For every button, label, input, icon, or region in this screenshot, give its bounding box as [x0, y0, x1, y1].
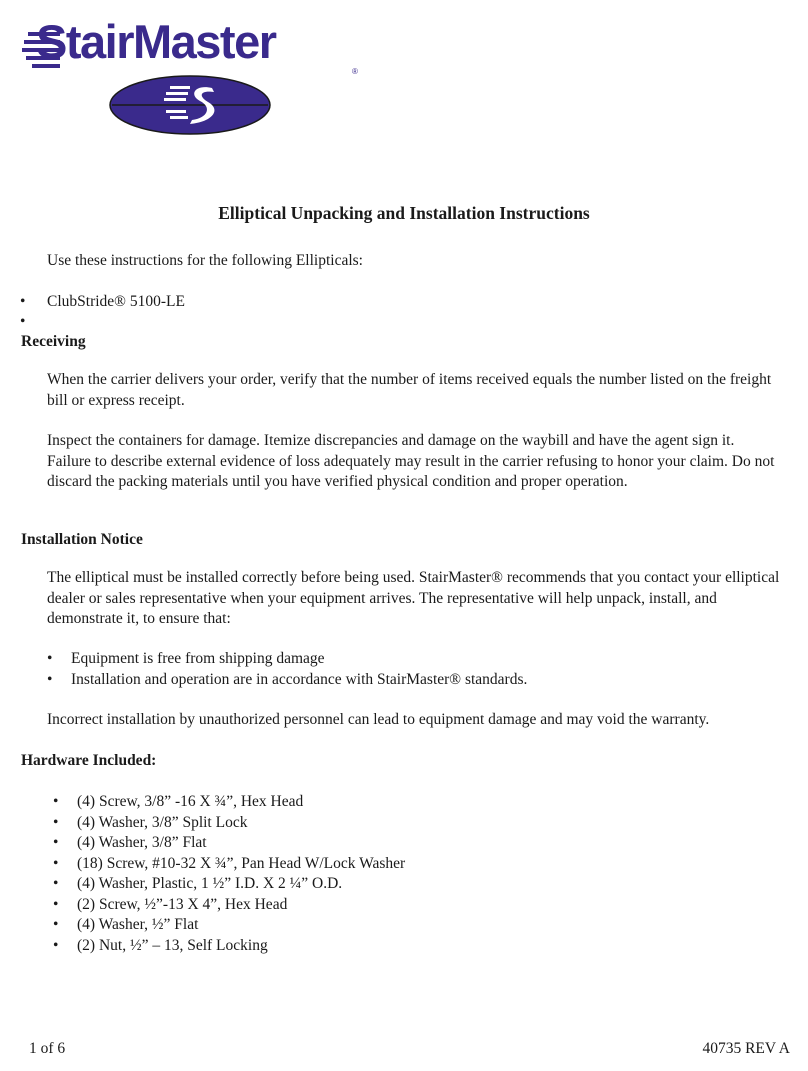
- stairmaster-logo: [22, 10, 362, 130]
- list-item: [53, 854, 405, 875]
- list-item: [53, 833, 405, 854]
- hardware-item: (4) Washer, ½” Flat: [77, 916, 199, 933]
- hardware-item: (4) Washer, 3/8” Split Lock: [77, 813, 248, 831]
- receiving-para-1: When the carrier delivers your order, verify that the number of items received equals the number listed on the freight bill or express receipt.: [47, 371, 772, 409]
- list-item-text: Installation and operation are in accordance with StairMaster® standards.: [71, 670, 528, 688]
- bullet-icon: •: [53, 875, 59, 892]
- hardware-item: (4) Screw, 3/8” -16 X ¾”, Hex Head: [77, 793, 304, 810]
- bullet-icon: •: [53, 895, 59, 913]
- hardware-item: (4) Washer, 3/8” Flat: [77, 834, 207, 851]
- list-item: [53, 895, 405, 916]
- page-number: 1 of 6: [29, 1040, 66, 1057]
- bullet-icon: •: [20, 293, 26, 310]
- list-item: [53, 915, 405, 936]
- installation-bullet-list: [47, 649, 527, 690]
- list-item: [53, 874, 405, 895]
- installation-heading: Installation Notice: [21, 531, 143, 548]
- receiving-heading: Receiving: [21, 333, 86, 350]
- bullet-icon: •: [53, 936, 59, 954]
- hardware-item: (2) Screw, ½”-13 X 4”, Hex Head: [77, 895, 288, 913]
- list-item-text: Equipment is free from shipping damage: [71, 650, 325, 667]
- list-item: [53, 936, 405, 957]
- hardware-item: (18) Screw, #10-32 X ¾”, Pan Head W/Lock Washer: [77, 854, 406, 872]
- s-emblem-icon: [108, 74, 272, 136]
- page-title: Elliptical Unpacking and Installation Instructions: [218, 203, 590, 223]
- intro-text: Use these instructions for the following Ellipticals:: [47, 252, 363, 269]
- bullet-icon: •: [53, 916, 59, 933]
- hardware-item: (2) Nut, ½” – 13, Self Locking: [77, 936, 268, 954]
- model-name: ClubStride® 5100-LE: [47, 293, 185, 310]
- hardware-item: (4) Washer, Plastic, 1 ½” I.D. X 2 ¼” O.D.: [77, 875, 343, 892]
- logo-wordmark: StairMaster: [36, 15, 276, 68]
- bullet-icon: •: [53, 834, 59, 851]
- bullet-icon: •: [53, 854, 59, 872]
- receiving-para-2: Inspect the containers for damage. Itemize discrepancies and damage on the waybill and have the agent sign it. Failure to describe external evidence of loss adequately may result in the carrier refusing to honor your claim. Do not discard the packing materials until you have verified physical condition and proper operation.: [47, 432, 775, 490]
- bullet-icon: •: [20, 313, 26, 330]
- logo-registered-mark: ®: [352, 67, 358, 76]
- bullet-icon: •: [47, 650, 53, 667]
- bullet-icon: •: [53, 793, 59, 810]
- list-item: [47, 649, 527, 670]
- bullet-icon: •: [47, 670, 53, 688]
- list-item: [53, 813, 405, 834]
- bullet-icon: •: [53, 813, 59, 831]
- hardware-list: [53, 792, 405, 956]
- list-item: [53, 792, 405, 813]
- hardware-heading: Hardware Included:: [21, 752, 157, 769]
- installation-para-2: Incorrect installation by unauthorized personnel can lead to equipment damage and may void the warranty.: [47, 711, 710, 728]
- installation-para-1: The elliptical must be installed correctly before being used. StairMaster® recommends that you contact your elliptical dealer or sales representative when your equipment arrives. The representative will help unpack, install, and demonstrate it, to ensure that:: [47, 569, 780, 627]
- document-id: 40735 REV A: [702, 1040, 790, 1057]
- list-item: [47, 670, 527, 691]
